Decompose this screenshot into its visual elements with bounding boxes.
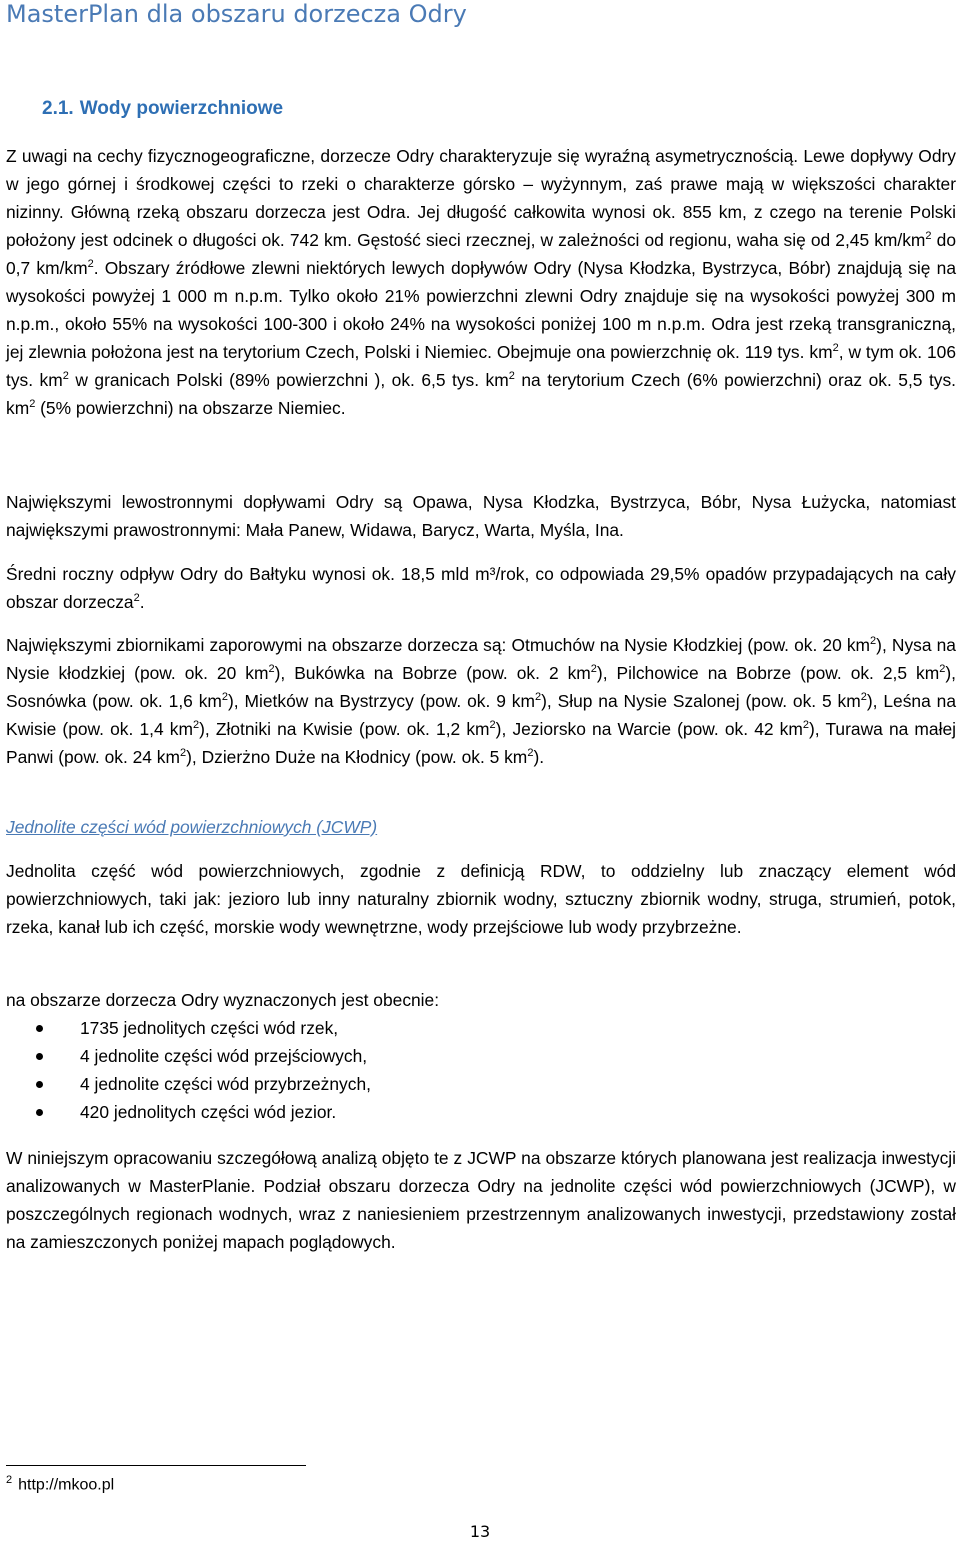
paragraph-jcwp-definition: Jednolita część wód powierzchniowych, zgodnie z definicją RDW, to oddzielny lub znaczący element wód powierzchniowych, taki jak: jezioro lub inny naturalny zbiornik wodny, sztuczny zbiornik wodny, struga, strumień, potok, rzeka, kanał lub ich część, morskie wody wewnętrzne, wody przejściowe lub wody przybrzeżne. (6, 861, 956, 937)
footnote (6, 1474, 114, 1494)
running-header: MasterPlan dla obszaru dorzecza Odry (6, 0, 467, 28)
page-number: 13 (469, 1522, 491, 1541)
jcwp-subheading: Jednolite części wód powierzchniowych (JCWP) (6, 817, 378, 837)
list-item: 4 jednolite części wód przybrzeżnych, (6, 1070, 371, 1098)
section-number: 2.1. (42, 98, 74, 119)
paragraph-tributaries: Największymi lewostronnymi dopływami Odry są Opawa, Nysa Kłodzka, Bystrzyca, Bóbr, Nysa Łużycka, natomiast największymi prawostronnymi: Mała Panew, Widawa, Barycz, Warta, Myśla, Ina. (6, 492, 956, 540)
bullet-icon (36, 1081, 43, 1088)
paragraph-reservoirs: Największymi zbiornikami zaporowymi na obszarze dorzecza są: Otmuchów na Nysie Kłodzkiej (pow. ok. 20 $km^2$), Nysa na Nysie kłodzkiej (pow. ok. 20 $km^2$), Bukówka na Bobrze (pow. ok. 2 $km^2$), Pilchowice na Bobrze (pow. ok. 2,5 $km^2$), Sosnówka (pow. ok. 1,6 $km^2$), Mietków na Bystrzycy (pow. ok. 9 $km^2$), Słup na Nysie Szalonej (pow. ok. 5 $km^2$), Leśna na Kwisie (pow. ok. 1,4 $km^2$), Złotniki na Kwisie (pow. ok. 1,2 $km^2$), Jeziorsko na Warcie (pow. ok. 42 $km^2$), Turawa na małej Panwi (pow. ok. 24 $km^2$), Dzierżno Duże na Kłodnicy (pow. ok. 5 $km^2$). (6, 635, 956, 767)
jcwp-count-list (6, 1014, 371, 1126)
footnote-divider (6, 1465, 306, 1466)
bullet-icon (36, 1053, 43, 1060)
paragraph-outflow: Średni roczny odpływ Odry do Bałtyku wynosi ok. 18,5 mld m³/rok, co odpowiada 29,5% opadów przypadających na cały obszar dorzecza$^2$. (6, 564, 956, 612)
list-item: 420 jednolitych części wód jezior. (6, 1098, 371, 1126)
footnote-mark: 2 (6, 1474, 13, 1486)
bullet-icon (36, 1025, 43, 1032)
bullet-icon (36, 1109, 43, 1116)
section-title: Wody powierzchniowe (79, 98, 284, 119)
paragraph-asymmetry: Z uwagi na cechy fizycznogeograficzne, dorzecze Odry charakteryzuje się wyraźną asymetrycznością. Lewe dopływy Odry w jego górnej i środkowej części to rzeki o charakterze górsko – wyżynnym, zaś prawe mają w większości charakter nizinny. Główną rzeką obszaru dorzecza jest Odra. Jej długość całkowita wynosi ok. 855 km, z czego na terenie Polski położony jest odcinek o długości ok. 742 km. Gęstość sieci rzecznej, w zależności od regionu, waha się od 2,45 $km/km^2$ do 0,7 $km/km^2$. Obszary źródłowe zlewni niektórych lewych dopływów Odry (Nysa Kłodzka, Bystrzyca, Bóbr) znajdują się na wysokości powyżej 1 000 m n.p.m. Tylko około 21% powierzchni zlewni Odry znajduje się na wysokości powyżej 300 m n.p.m., około 55% na wysokości 100-300 i około 24% na wysokości poniżej 100 m n.p.m. Odra jest rzeką transgraniczną, jej zlewnia położona jest na terytorium Czech, Polski i Niemiec. Obejmuje ona powierzchnię ok. 119 tys. $km^2$, w tym ok. 106 tys. $km^2$ w granicach Polski (89% powierzchni ), ok. 6,5 tys. $km^2$ na terytorium Czech (6% powierzchni) oraz ok. 5,5 tys. $km^2$ (5% powierzchni) na obszarze Niemiec. (6, 146, 957, 418)
footnote-ref: 2 (133, 592, 140, 605)
section-heading (42, 98, 283, 120)
footnote-link[interactable]: http://mkoo.pl (18, 1476, 115, 1494)
list-item: 4 jednolite części wód przejściowych, (6, 1042, 371, 1070)
paragraph-analysis-scope: W niniejszym opracowaniu szczegółową analizą objęto te z JCWP na obszarze których planowana jest realizacja inwestycji analizowanych w MasterPlanie. Podział obszaru dorzecza Odry na jednolite części wód powierzchniowych (JCWP), w poszczególnych regionach wodnych, wraz z naniesieniem przestrzennym analizowanych inwestycji, przedstawiony został na zamieszczonych poniżej mapach poglądowych. (6, 1148, 956, 1252)
paragraph-jcwp-intro: na obszarze dorzecza Odry wyznaczonych jest obecnie: (6, 990, 440, 1010)
list-item: 1735 jednolitych części wód rzek, (6, 1014, 371, 1042)
